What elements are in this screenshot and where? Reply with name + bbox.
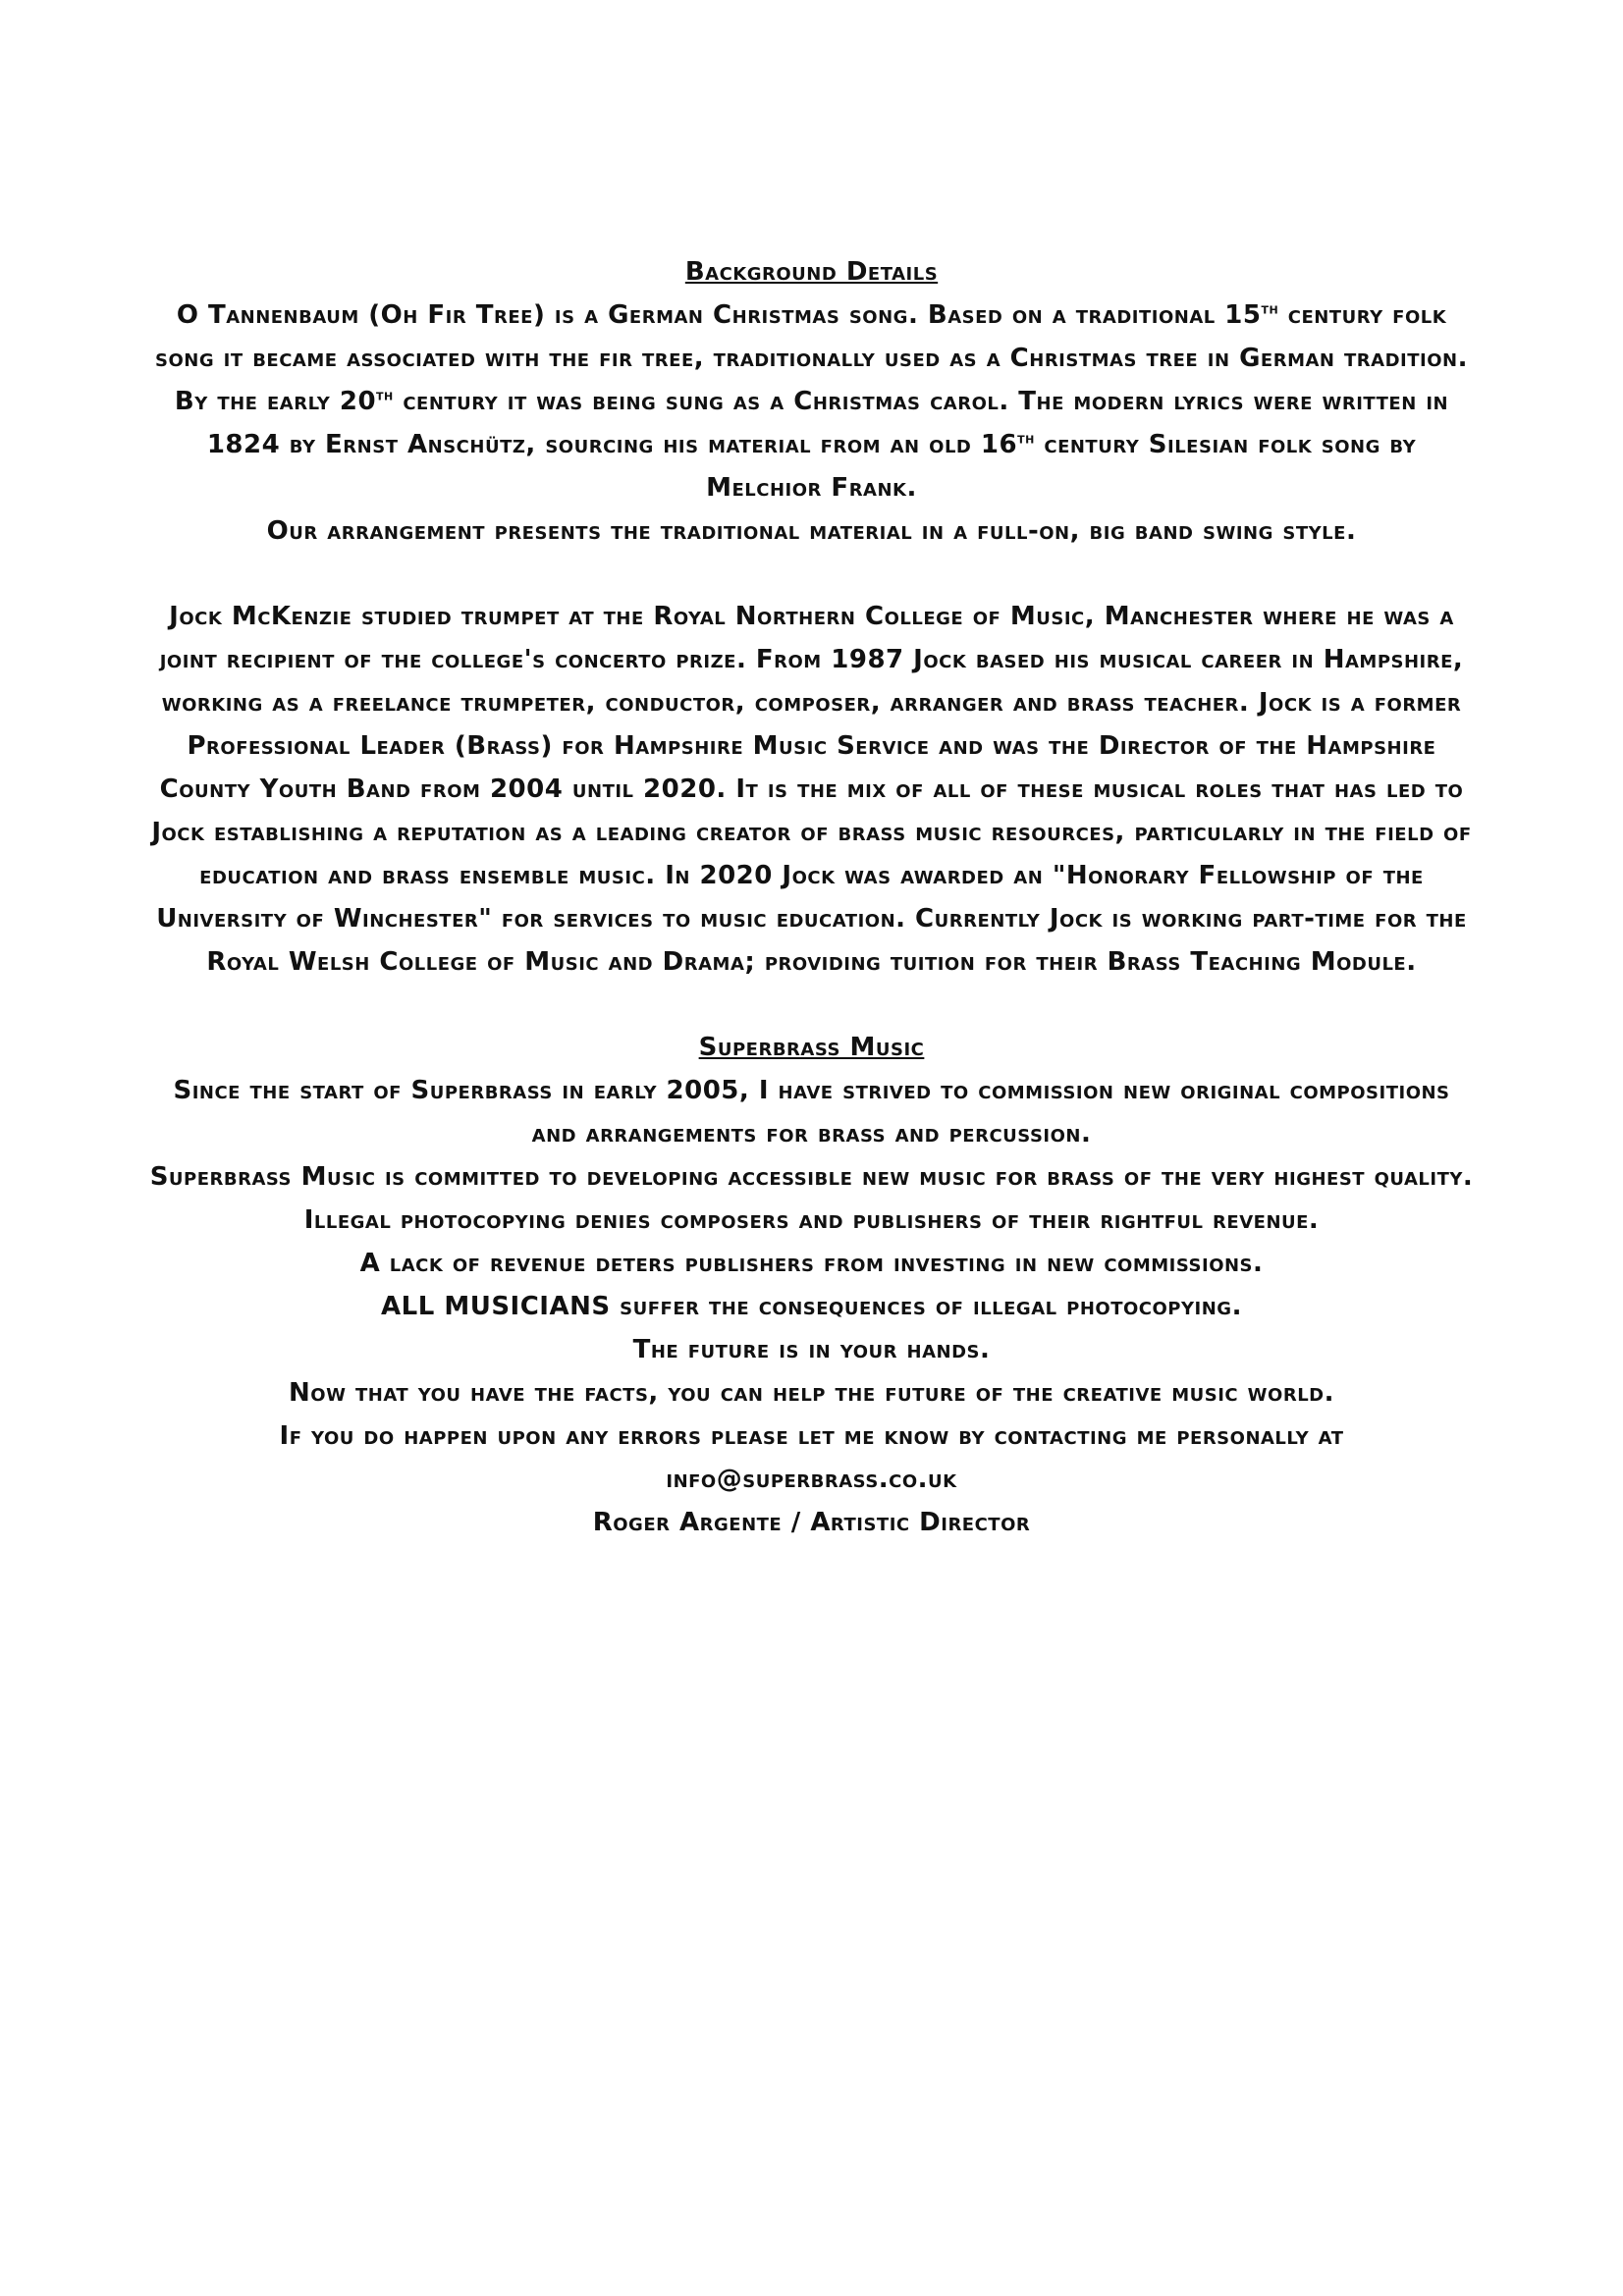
background-paragraph: [147, 294, 1476, 509]
background-text-4: century Silesian folk song by Melchior Frank.: [706, 430, 1417, 503]
spacer: [147, 984, 1476, 1026]
superbrass-line-commission: Since the start of Superbrass in early 2005, I have strived to commission new original compositions and arrangements for brass and percussion.: [173, 1076, 1450, 1148]
document-page: [147, 250, 1476, 1544]
superbrass-line-facts: Now that you have the facts, you can help the future of the creative music world.: [289, 1378, 1334, 1408]
superbrass-line-musicians: [147, 1285, 1476, 1328]
signature: Roger Argente / Artistic Director: [592, 1508, 1031, 1537]
contact-email-link[interactable]: info@superbrass.co.uk: [666, 1465, 957, 1494]
superbrass-line-future: The future is in your hands.: [632, 1335, 991, 1364]
background-text-3: century it was being sung as a Christmas carol. The modern lyrics were written in 1824 by Ernst Anschütz, sourcing his material from an old 16: [206, 387, 1449, 459]
superbrass-line-errors: If you do happen upon any errors please let me know by contacting me personally at: [279, 1421, 1344, 1451]
ordinal-suffix: th: [376, 386, 394, 404]
superbrass-line-revenue: A lack of revenue deters publishers from investing in new commissions.: [359, 1249, 1264, 1278]
musicians-consequence-text: suffer the consequences of illegal photocopying.: [610, 1292, 1242, 1321]
arrangement-note: Our arrangement presents the traditional material in a full-on, big band swing style.: [266, 516, 1357, 546]
superbrass-heading: Superbrass Music: [698, 1033, 925, 1062]
spacer: [147, 553, 1476, 595]
composer-bio: Jock McKenzie studied trumpet at the Royal Northern College of Music, Manchester where he was a joint recipient of the college's concerto prize. From 1987 Jock based his musical career in Hampshire, working as a freelance trumpeter, conductor, composer, arranger and brass teacher. Jock is a former Professional Leader (Brass) for Hampshire Music Service and was the Director of the Hampshire County Youth Band from 2004 until 2020. It is the mix of all of these musical roles that has led to Jock establishing a reputation as a leading creator of brass music resources, particularly in the field of education and brass ensemble music. In 2020 Jock was awarded an "Honorary Fellowship of the University of Winchester" for services to music education. Currently Jock is working part-time for the Royal Welsh College of Music and Drama; providing tuition for their Brass Teaching Module.: [151, 602, 1472, 977]
background-text-1: O Tannenbaum (Oh Fir Tree) is a German Christmas song. Based on a traditional 15: [176, 300, 1262, 330]
ordinal-suffix: th: [1261, 299, 1279, 318]
ordinal-suffix: th: [1017, 429, 1035, 448]
background-heading: Background Details: [684, 257, 939, 287]
superbrass-line-commitment: Superbrass Music is committed to developing accessible new music for brass of the very highest quality.: [149, 1162, 1474, 1192]
superbrass-line-photocopying: Illegal photocopying denies composers and publishers of their rightful revenue.: [303, 1205, 1320, 1235]
all-musicians-emphasis: ALL MUSICIANS: [381, 1292, 611, 1321]
background-text-2: century folk song it became associated with the fir tree, traditionally used as a Christmas tree in German tradition. By the early 20: [155, 300, 1468, 416]
